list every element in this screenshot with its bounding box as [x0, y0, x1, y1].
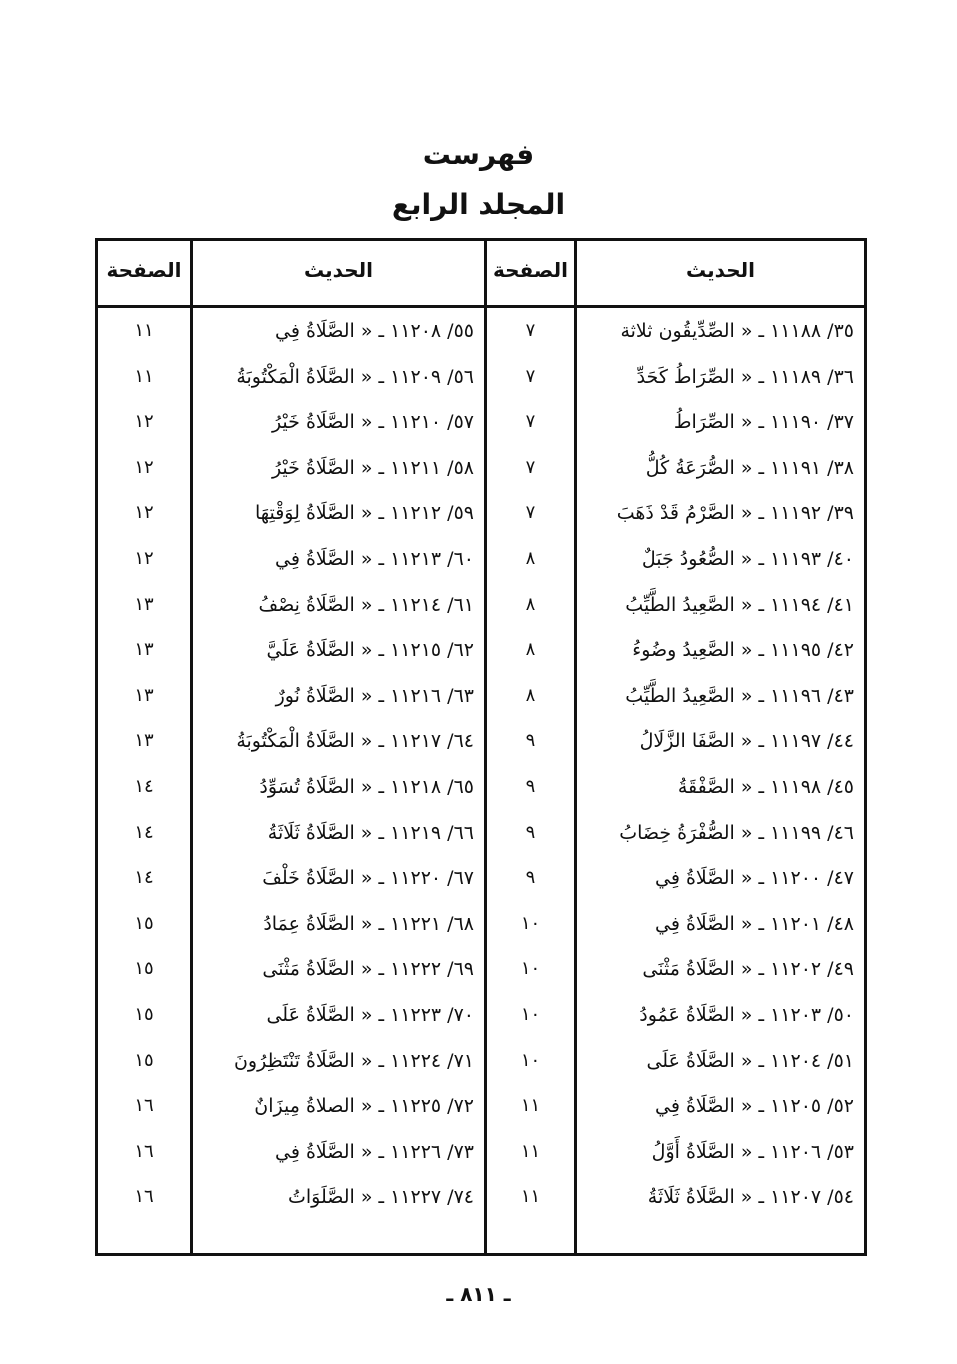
hadith-entry: ٥٦/ ١١٢٠٩ ـ « الصَّلَاةُ الْمَكْتُوبَةُ: [236, 365, 474, 388]
hadith-entry: ٧٣/ ١١٢٢٦ ـ « الصَّلَاةُ فِي: [274, 1140, 474, 1163]
hadith-entry: ٤٣/ ١١١٩٦ ـ « الصَّعِيدُ الطَّيِّبُ: [625, 684, 854, 707]
page-ref: ١٢: [134, 502, 154, 524]
page-ref: ٨: [525, 548, 536, 569]
hadith-entry: ٧١/ ١١٢٢٤ ـ « الصَّلَاةُ تَنْتَظِرُونَ: [233, 1049, 474, 1072]
page-ref: ١٢: [134, 548, 154, 569]
hadith-entry: ٣٥/ ١١١٨٨ ـ « الصِّدِّيقُون ثلاثة: [620, 320, 854, 342]
page-ref: ٨: [525, 593, 536, 615]
page-ref: ١٠: [520, 958, 541, 980]
page-ref: ٧: [525, 502, 536, 524]
hadith-entry: ٦٢/ ١١٢١٥ ـ « الصَّلَاةُ عَلَيَّ: [266, 639, 474, 662]
page-number: ـ ٨١١ ـ: [446, 1282, 511, 1306]
page-ref: ١٥: [134, 912, 154, 934]
hadith-entry: ٤٦/ ١١١٩٩ ـ « الصُّفْرَةُ خِضَابُ: [619, 821, 854, 844]
hadith-entry: ٤٨/ ١١٢٠١ ـ « الصَّلَاةُ فِي: [654, 912, 854, 935]
hadith-entry: ٥٧/ ١١٢١٠ ـ « الصَّلَاةُ خَيْرُ: [271, 411, 474, 434]
hadith-entry: ٥١/ ١١٢٠٤ ـ « الصَّلَاةُ عَلَى: [646, 1049, 854, 1072]
page-ref: ١٦: [134, 1140, 154, 1162]
page-ref: ١٣: [134, 684, 154, 706]
hadith-entry: ٣٨/ ١١١٩١ ـ « الصُّرَعَةُ كُلُّ: [645, 456, 854, 479]
page-ref: ١٤: [134, 821, 154, 843]
header-rule-left: [98, 305, 484, 308]
hadith-entry: ٦٥/ ١١٢١٨ ـ « الصَّلَاةُ تُسَوِّدُ: [259, 776, 474, 798]
header-hadith-left: الحديث: [303, 258, 373, 282]
hadith-entry: ٤٩/ ١١٢٠٢ ـ « الصَّلَاةُ مَثْنَى: [642, 958, 854, 981]
header-hadith-right: الحديث: [685, 258, 755, 282]
hadith-entry: ٦٠/ ١١٢١٣ ـ « الصَّلَاةُ فِي: [274, 548, 474, 570]
page-ref: ١٤: [134, 776, 154, 797]
page-ref: ٧: [525, 320, 536, 341]
page-ref: ٩: [525, 776, 536, 797]
page-ref: ٧: [525, 365, 536, 387]
index-title: فهرست: [422, 138, 535, 171]
page-ref: ١٦: [134, 1095, 154, 1117]
hadith-entry: ٥٨/ ١١٢١١ ـ « الصَّلَاةُ خَيْرُ: [271, 456, 474, 479]
hadith-entry: ٣٦/ ١١١٨٩ ـ « الصِّرَاطُ كَحَدِّ: [636, 365, 854, 388]
volume-title: المجلد الرابع: [391, 188, 566, 221]
page-ref: ٨: [525, 639, 536, 661]
hadith-entry: ٦٩/ ١١٢٢٢ ـ « الصَّلَاةُ مَثْنَى: [262, 958, 474, 981]
header-page-right: الصفحة: [492, 258, 568, 282]
hadith-entry: ٤٥/ ١١١٩٨ ـ « الصَّفْقَةُ: [677, 776, 854, 798]
hadith-entry: ٤٤/ ١١١٩٧ ـ « الصَّفَا الزَّلَالُ: [639, 730, 854, 753]
page-ref: ١٥: [134, 1049, 154, 1071]
page-ref: ١٠: [520, 1004, 541, 1025]
hadith-entry: ٣٩/ ١١١٩٢ ـ « الصَّرْمُ قَدْ ذَهَبَ: [616, 502, 854, 525]
hadith-entry: ٥٥/ ١١٢٠٨ ـ « الصَّلَاةُ فِي: [274, 320, 474, 342]
page-ref: ٧: [525, 456, 536, 478]
index-table: [95, 238, 867, 1256]
hadith-entry: ٥٣/ ١١٢٠٦ ـ « الصَّلَاةُ أَوَّلُ: [651, 1140, 854, 1163]
hadith-entry: ٤١/ ١١١٩٤ ـ « الصَّعِيدُ الطَّيِّبُ: [625, 593, 854, 616]
hadith-entry: ٧٤/ ١١٢٢٧ ـ « الصَّلَوَاتُ: [287, 1186, 474, 1209]
page-ref: ٩: [525, 821, 536, 843]
hadith-entry: ٦٤/ ١١٢١٧ ـ « الصَّلَاةُ الْمَكْتُوبَةُ: [236, 730, 474, 753]
page-ref: ١٣: [134, 593, 154, 615]
page-ref: ١٠: [520, 1049, 541, 1071]
page-ref: ١٤: [134, 867, 154, 889]
hadith-entry: ٦٦/ ١١٢١٩ ـ « الصَّلَاةُ ثَلَاثَةُ: [267, 821, 474, 844]
hadith-entry: ٥٩/ ١١٢١٢ ـ « الصَّلَاةُ لِوَقْتِهَا: [254, 502, 474, 525]
hadith-entry: ٥٤/ ١١٢٠٧ ـ « الصَّلَاةُ ثَلَاثَةُ: [647, 1186, 854, 1209]
page-ref: ٩: [525, 867, 536, 889]
page-ref: ٧: [525, 411, 536, 433]
page-ref: ١٠: [520, 912, 541, 934]
hadith-entry: ٥٠/ ١١٢٠٣ ـ « الصَّلَاةُ عَمُودُ: [639, 1004, 854, 1026]
page-ref: ١٢: [134, 456, 154, 478]
page-ref: ٩: [525, 730, 536, 752]
page-ref: ١٢: [134, 411, 154, 433]
hadith-entry: ٦٣/ ١١٢١٦ ـ « الصَّلَاةُ نُورٌ: [275, 684, 474, 707]
hadith-entry: ٤٠/ ١١١٩٣ ـ « الصُّعُودُ جَبَلٌ: [641, 548, 854, 570]
hadith-entry: ٦١/ ١١٢١٤ ـ « الصَّلَاةُ نِصْفُ: [258, 593, 474, 616]
page-ref: ١١: [520, 1095, 541, 1117]
hadith-entry: ٥٢/ ١١٢٠٥ ـ « الصَّلَاةُ فِي: [654, 1095, 854, 1118]
hadith-entry: ٦٨/ ١١٢٢١ ـ « الصَّلَاةُ عِمَادُ: [263, 912, 474, 935]
hadith-entry: ٦٧/ ١١٢٢٠ ـ « الصَّلَاةُ خَلْفَ: [262, 867, 474, 890]
page-ref: ٨: [525, 684, 536, 706]
page-ref: ١١: [134, 320, 154, 341]
header-rule-right: [487, 305, 864, 308]
page-ref: ١١: [520, 1186, 541, 1208]
page-ref: ١٣: [134, 639, 154, 661]
page-ref: ١٥: [134, 958, 154, 980]
page-ref: ١١: [520, 1140, 541, 1162]
page-ref: ١٥: [134, 1004, 154, 1025]
hadith-entry: ٧٠/ ١١٢٢٣ ـ « الصَّلَاةُ عَلَى: [266, 1004, 474, 1026]
page-ref: ١١: [134, 365, 154, 387]
hadith-entry: ٣٧/ ١١١٩٠ ـ « الصِّرَاطُ: [673, 411, 854, 434]
hadith-entry: ٤٧/ ١١٢٠٠ ـ « الصَّلَاةُ فِي: [654, 867, 854, 890]
hadith-entry: ٧٢/ ١١٢٢٥ ـ « الصلاةُ مِيزَانٌ: [254, 1095, 474, 1118]
page-ref: ١٣: [134, 730, 154, 752]
header-page-left: الصفحة: [106, 258, 182, 282]
page-ref: ١٦: [134, 1186, 154, 1208]
hadith-entry: ٤٢/ ١١١٩٥ ـ « الصَّعِيدُ وضُوءُ: [632, 639, 854, 662]
